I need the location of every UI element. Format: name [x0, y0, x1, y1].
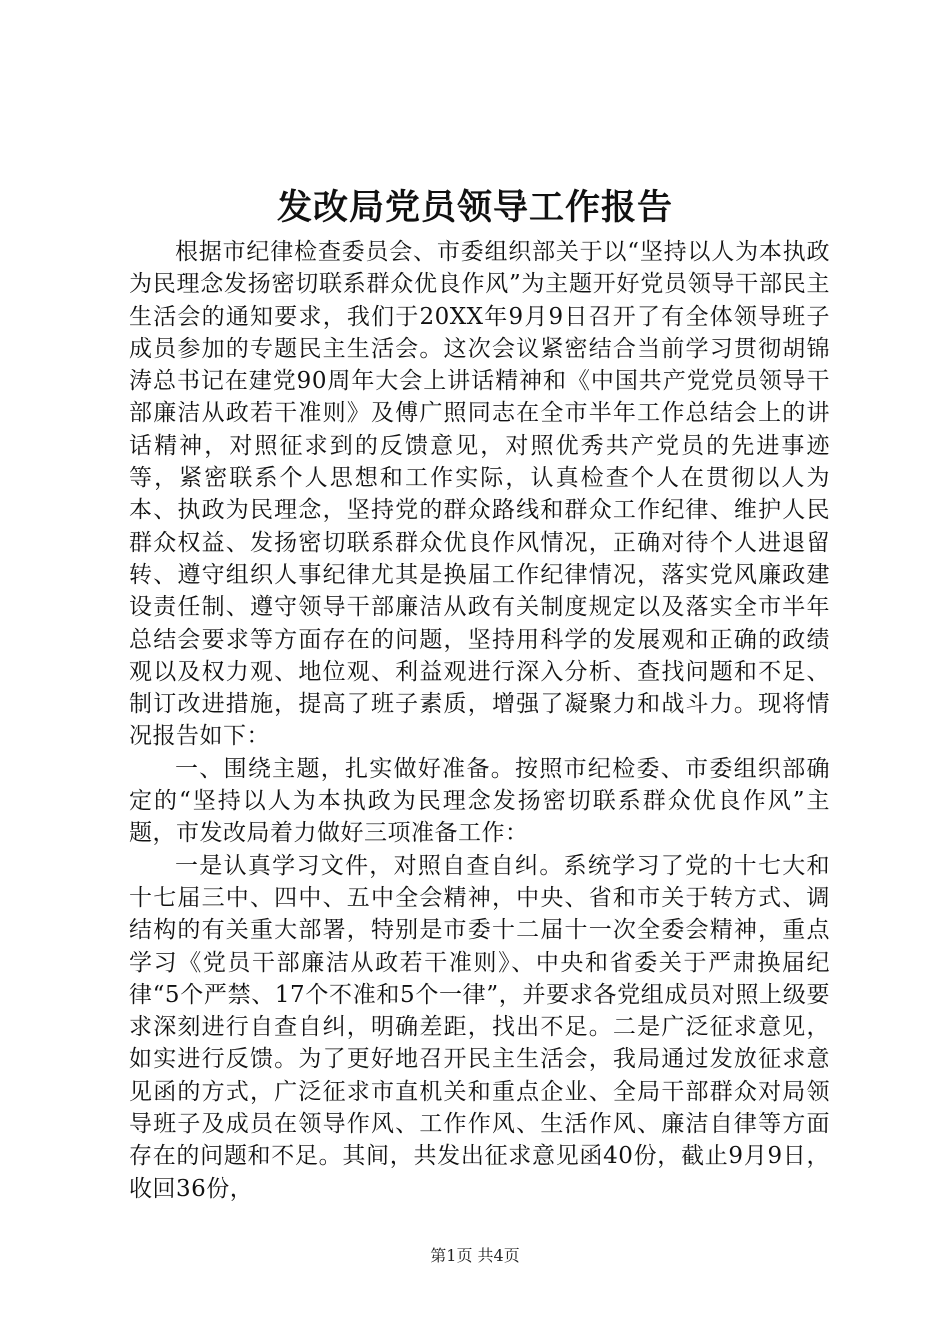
paragraph-section-one-details: 一是认真学习文件，对照自查自纠。系统学习了党的十七大和十七届三中、四中、五中全会精神，中央、省和市关于转方式、调结构的有关重大部署，特别是市委十二届十一次全委会精神，重点学习《党员干部廉洁从政若干准则》、中央和省委关于严肃换届纪律“5个严禁、17个不准和5个一律”，并要求各党组成员对照上级要求深刻进行自查自纠，明确差距，找出不足。二是广泛征求意见，如实进行反馈。为了更好地召开民主生活会，我局通过发放征求意见函的方式，广泛征求市直机关和重点企业、全局干部群众对局领导班子及成员在领导作风、工作作风、生活作风、廉洁自律等方面存在的问题和不足。其间，共发出征求意见函40份，截止9月9日，收回36份，	[129, 852, 830, 1202]
document-title: 发改局党员领导工作报告	[276, 187, 673, 228]
document-body	[129, 236, 830, 1205]
paragraph-section-one: 一、围绕主题，扎实做好准备。按照市纪检委、市委组织部确定的“坚持以人为本执政为民理念发扬密切联系群众优良作风”主题，市发改局着力做好三项准备工作：	[129, 755, 830, 847]
page-number-footer: 第1页 共4页	[430, 1246, 520, 1265]
paragraph-intro: 根据市纪律检查委员会、市委组织部关于以“坚持以人为本执政为民理念发扬密切联系群众优良作风”为主题开好党员领导干部民主生活会的通知要求，我们于20XX年9月9日召开了有全体领导班子成员参加的专题民主生活会。这次会议紧密结合当前学习贯彻胡锦涛总书记在建党90周年大会上讲话精神和《中国共产党党员领导干部廉洁从政若干准则》及傅广照同志在全市半年工作总结会上的讲话精神，对照征求到的反馈意见，对照优秀共产党员的先进事迹等，紧密联系个人思想和工作实际，认真检查个人在贯彻以人为本、执政为民理念，坚持党的群众路线和群众工作纪律、维护人民群众权益、发扬密切联系群众优良作风情况，正确对待个人进退留转、遵守组织人事纪律尤其是换届工作纪律情况，落实党风廉政建设责任制、遵守领导干部廉洁从政有关制度规定以及落实全市半年总结会要求等方面存在的问题，坚持用科学的发展观和正确的政绩观以及权力观、地位观、利益观进行深入分析、查找问题和不足、制订改进措施，提高了班子素质，增强了凝聚力和战斗力。现将情况报告如下：	[129, 239, 830, 750]
